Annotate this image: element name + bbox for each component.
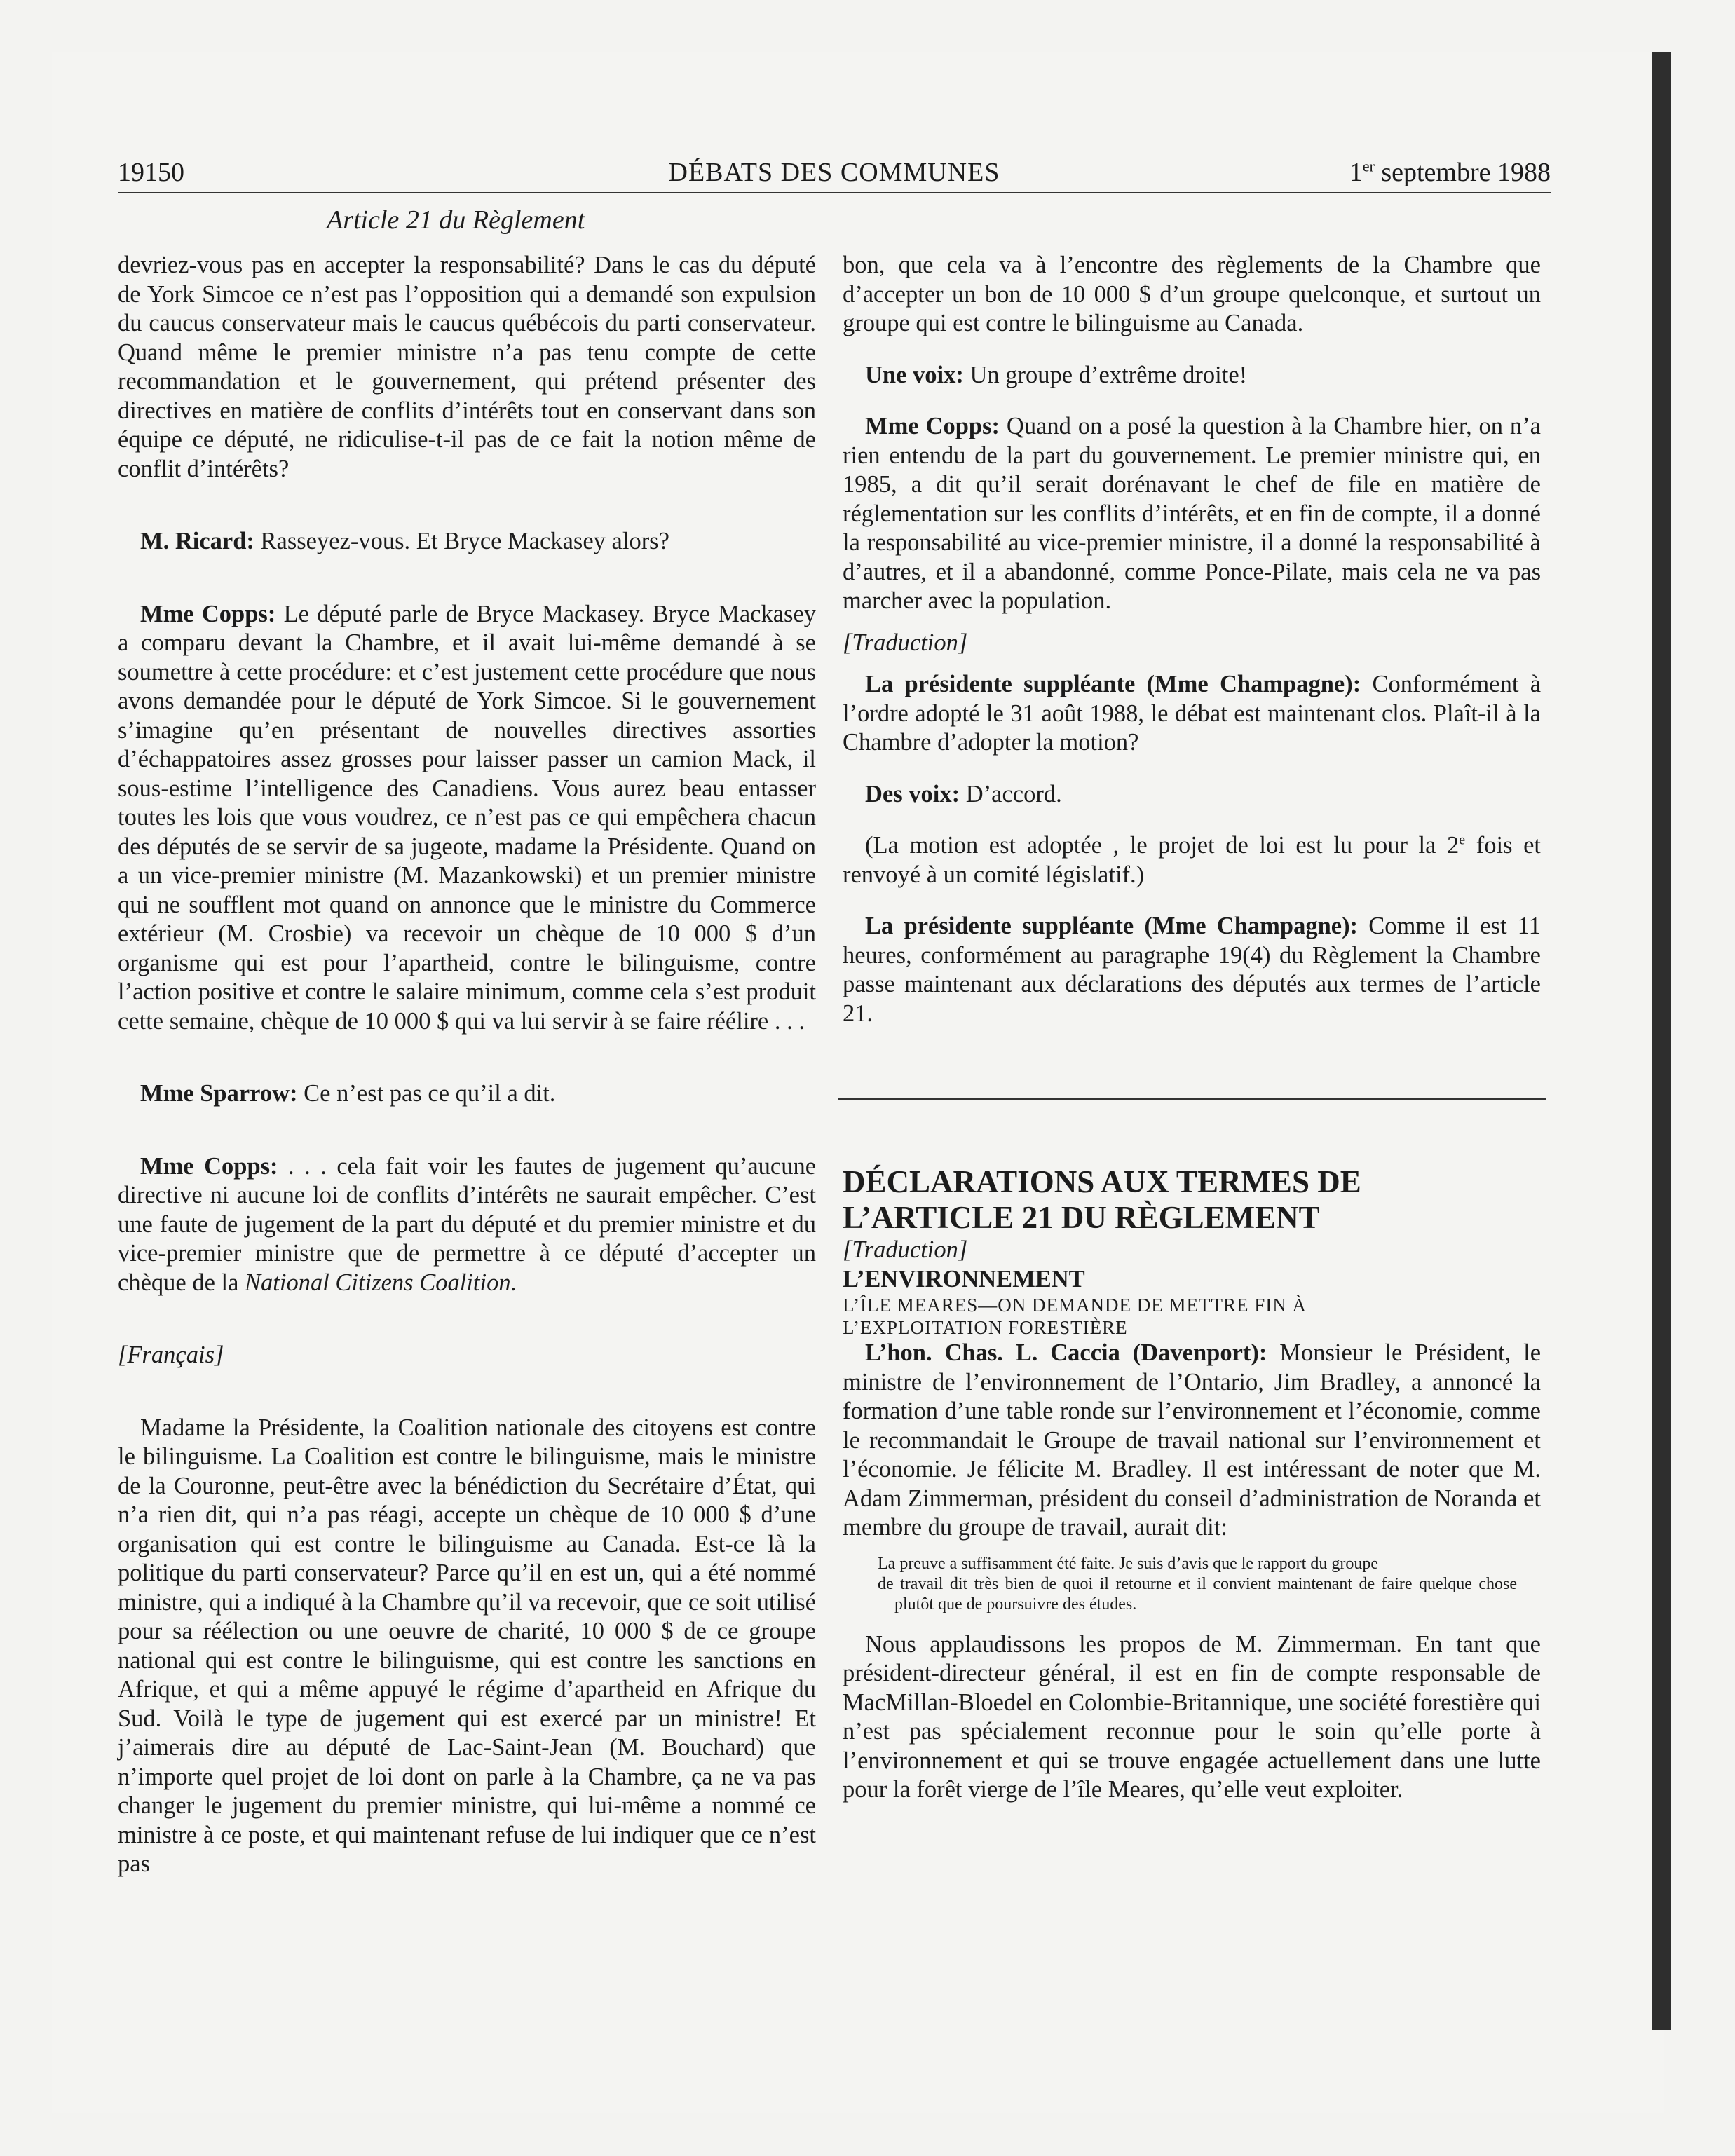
speaker-name: Mme Copps: — [140, 600, 276, 627]
paragraph: Madame la Présidente, la Coalition nationale des citoyens est contre le bilinguisme. La Coalition est contre le bilinguisme, mais le ministre de la Couronne, peut-être avec la bénédiction du Secrétaire d’État, qui n’a rien dit, qui n’a pas réagi, accepte un chèque de 10 000 $ d’une organisation qui est contre le bilinguisme au Canada. Est-ce là la politique du parti conservateur? Parce qu’il en est un, qui a été nommé ministre, qui a indiqué à la Chambre qu’il va recevoir, que ce soit utilisé pour sa réélection ou une oeuvre de charité, 10 000 $ de ce groupe national qui est contre le bilinguisme, qui est contre les sanctions en Afrique, et qui a même appuyé le régime d’apartheid en Afrique du Sud. Voilà le type de jugement qui est exercé par un ministre! Et j’aimerais dire au député de Lac-Saint-Jean (M. Bouchard) que n’importe quel projet de loi dont on parle à la Chambre, ça ne va pas changer le jugement du premier ministre, qui lui-même a nommé ce ministre à ce poste, et qui maintenant refuse de lui indiquer que ce n’est pas — [118, 1414, 816, 1877]
speech: Mme Copps: Le député parle de Bryce Mackasey. Bryce Mackasey a comparu devant la Chambre, et il avait lui-même demandé à se soumettre à cette procédure: et c’est justement cette procédure que nous avons demandée pour le député de York Simcoe. Si le gouvernement s’imagine qu’en présentant de nouvelles directives assorties d’échappatoires assez grosses pour laisser passer un camion Mack, il sous-estime l’intelligence des Canadiens. Vous aurez beau entasser toutes les lois que vous voudrez, ce n’est pas ce qui empêchera chacun des députés de se servir de sa jugeote, madame la Présidente. Quand on a un vice-premier ministre (M. Mazankowski) et un premier ministre qui ne soufflent mot quand on annonce que le ministre du Commerce extérieur (M. Crosbie) va recevoir un chèque de 10 000 $ d’un organisme qui est pour l’apartheid, contre le bilinguisme, contre l’action positive et contre le salaire minimum, comme cela s’est produit cette semaine, chèque de 10 000 $ qui va lui servir à se faire réélire . . . — [118, 600, 817, 1035]
speaker-name: Mme Sparrow: — [140, 1080, 298, 1107]
paragraph: bon, que cela va à l’encontre des règlements de la Chambre que d’accepter un bon de 10 000 $ d’un groupe quelconque, et surtout un groupe qui est contre le bilinguisme au Canada. — [843, 252, 1541, 336]
section-title: DÉCLARATIONS AUX TERMES DE L’ARTICLE 21 DU RÈGLEMENT — [843, 1164, 1361, 1235]
header-date: 1er septembre 1988 — [1349, 157, 1551, 187]
running-header — [118, 157, 1551, 193]
publication-title: DÉBATS DES COMMUNES — [668, 158, 1000, 187]
motion-result: (La motion est adoptée , le projet de loi est lu pour la 2e fois et renvoyé à un comité législatif.) — [843, 832, 1541, 888]
speech: La présidente suppléante (Mme Champagne): Conformément à l’ordre adopté le 31 août 1988, le débat est maintenant clos. Plaît-il à la Chambre d’adopter la motion? — [843, 671, 1542, 756]
speaker-name: La présidente suppléante (Mme Champagne): — [865, 913, 1359, 939]
speaker-name: Une voix: — [865, 361, 964, 388]
speaker-name: L’hon. Chas. L. Caccia (Davenport): — [865, 1339, 1267, 1366]
speech: Mme Copps: . . . cela fait voir les fautes de jugement qu’aucune directive ni aucune loi de conflits d’intérêts ne saurait empêcher. C’est une faute de jugement de la part du député et du premier ministre et du vice-premier ministre que de permettre à ce député d’accepter un chèque de la National Citizens Coalition. — [118, 1152, 817, 1296]
paragraph: Nous applaudissons les propos de M. Zimmerman. En tant que président-directeur général, il est en fin de compte responsable de MacMillan-Bloedel en Colombie-Britannique, une société forestière qui n’est pas spécialement reconnue pour le soin qu’elle porte à l’environnement et qui se trouve engagée actuellement dans une lutte pour la forêt vierge de l’île Meares, qu’elle veut exploiter. — [843, 1630, 1541, 1803]
page-number: 19150 — [118, 158, 184, 187]
section-subheader: Article 21 du Règlement — [327, 205, 585, 235]
scan-edge — [1652, 52, 1671, 2030]
speech: Des voix: D’accord. — [865, 780, 1062, 807]
speech: Mme Copps: Quand on a posé la question à la Chambre hier, on n’a rien entendu de la part du gouvernement. Le premier ministre qui, en 1985, a dit qu’il serait dorénavant le chef de file en matière de réglementation sur les conflits d’intérêts, et en fin de compte, il a donné la responsabilité au vice-premier ministre, il a donné la responsabilité à d’autres, et il a abandonné, comme Ponce-Pilate, mais cela ne va pas marcher avec la population. — [843, 413, 1541, 614]
subsection-title: L’ENVIRONNEMENT — [843, 1265, 1085, 1292]
language-marker: [Traduction] — [843, 629, 968, 656]
language-marker: [Français] — [118, 1342, 224, 1368]
speech: L’hon. Chas. L. Caccia (Davenport): Monsieur le Président, le ministre de l’environnement de l’Ontario, Jim Bradley, a annoncé la formation d’une table ronde sur l’environnement et l’économie, comme le recommandait le Groupe de travail national sur l’environnement et l’économie. Je félicite M. Bradley. Il est intéressant de noter que M. Adam Zimmerman, président du conseil d’administration de Noranda et membre du groupe de travail, aurait dit: — [843, 1339, 1542, 1541]
speech: Mme Sparrow: Ce n’est pas ce qu’il a dit. — [140, 1080, 556, 1107]
paragraph: devriez-vous pas en accepter la responsabilité? Dans le cas du député de York Simcoe ce n’est pas l’opposition qui a demandé son expulsion du caucus conservateur mais le caucus québécois du parti conservateur. Quand même le premier ministre n’a pas tenu compte de cette recommandation et le gouvernement, qui prétend présenter des directives en matière de conflits d’intérêts tout en conservant dans son équipe ce député, ne ridiculise-t-il pas de ce fait la notion même de conflit d’intérêts? — [118, 252, 816, 482]
speech: Une voix: Un groupe d’extrême droite! — [865, 361, 1248, 388]
speaker-name: Des voix: — [865, 780, 960, 807]
right-column — [843, 251, 1541, 1805]
speech: La présidente suppléante (Mme Champagne): Comme il est 11 heures, conformément au paragraphe 19(4) du Règlement la Chambre passe maintenant aux déclarations des députés aux termes de l’article 21. — [843, 913, 1541, 1027]
left-column — [118, 251, 816, 1879]
speaker-name: Mme Copps: — [140, 1152, 278, 1180]
section-divider — [838, 1098, 1546, 1100]
language-marker: [Traduction] — [843, 1236, 968, 1263]
speech: M. Ricard: Rasseyez-vous. Et Bryce Mackasey alors? — [140, 528, 669, 554]
speaker-name: La présidente suppléante (Mme Champagne): — [865, 671, 1361, 697]
block-quote: La preuve a suffisamment été faite. Je suis d’avis que le rapport du groupe de travail dit très bien de quoi il retourne et il convient maintenant de faire quelque chose plutôt que de poursuivre des études. — [878, 1554, 1517, 1613]
speaker-name: Mme Copps: — [865, 413, 1000, 439]
topic-heading: L’ÎLE MEARES—ON DEMANDE DE METTRE FIN À L’EXPLOITATION FORESTIÈRE — [843, 1295, 1307, 1338]
speaker-name: M. Ricard: — [140, 528, 254, 554]
